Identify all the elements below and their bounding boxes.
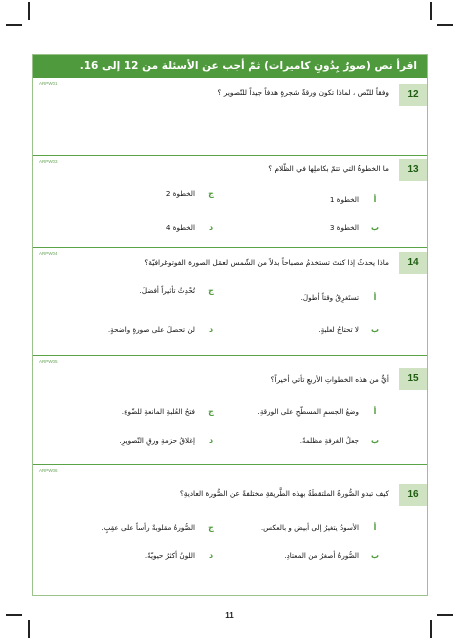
option-a[interactable] xyxy=(330,195,381,204)
option-letter: ج xyxy=(208,407,214,416)
crop-mark-bottom-right-v xyxy=(430,620,432,638)
option-text: الخطوة 4 xyxy=(165,223,195,232)
option-letter: أ xyxy=(373,293,377,302)
option-b[interactable] xyxy=(300,436,381,445)
question-number: 15 xyxy=(399,368,427,390)
option-letter: أ xyxy=(373,523,377,532)
option-a[interactable] xyxy=(261,523,381,532)
crop-mark-top-right-v xyxy=(430,2,432,20)
option-b[interactable] xyxy=(330,223,381,232)
question-number: 13 xyxy=(399,159,427,181)
question-id: ARPW03 xyxy=(39,159,58,164)
option-text: جعلُ الغرفةِ مظلمةً. xyxy=(299,436,359,445)
option-d[interactable] xyxy=(145,551,217,560)
option-c[interactable] xyxy=(166,189,217,198)
option-text: فتحُ العُلبةِ المانعةِ للضّوءِ. xyxy=(121,407,195,416)
option-text: لا تحتاجُ لعلبةٍ. xyxy=(318,325,359,334)
option-d[interactable] xyxy=(119,436,217,445)
option-a[interactable] xyxy=(258,407,381,416)
option-c[interactable] xyxy=(122,407,217,416)
question-block-16 xyxy=(33,464,427,597)
question-text: كيف تبدو الصُّورةُ الملتقطَةُ بهذه الطَّريقةِ مختلفةً عن الصُّورة العاديةِ؟ xyxy=(179,489,389,498)
question-id: ARPW06 xyxy=(39,468,58,473)
option-letter: ج xyxy=(208,286,214,295)
option-text: لن تحصلَ على صورةٍ واضحةٍ. xyxy=(107,325,195,334)
crop-mark-top-right-h xyxy=(437,24,453,26)
option-c[interactable] xyxy=(140,286,217,295)
option-letter: ج xyxy=(208,523,214,532)
question-id: ARPW05 xyxy=(39,359,58,364)
question-block-15 xyxy=(33,355,427,464)
option-letter: ب xyxy=(370,551,380,560)
option-a[interactable] xyxy=(301,293,381,302)
question-text: وفقاً للنّص ، لماذا تكون ورقةٌ شجرةٍ هدفاً جيداً للتّصوير ؟ xyxy=(217,88,389,97)
question-block-14 xyxy=(33,247,427,355)
option-b[interactable] xyxy=(318,325,381,334)
option-letter: د xyxy=(208,436,214,445)
option-text: الخطوة 1 xyxy=(329,195,359,204)
option-text: تستَغرِقُ وقتاً أطولَ. xyxy=(300,293,359,302)
question-text: أيٌّ من هذه الخطواتِ الأربعِ تأتي أخيراً؟ xyxy=(270,375,389,384)
option-text: الصُّورةُ مقلوبةٌ رأساً على عقِبٍ. xyxy=(101,523,195,532)
option-letter: ج xyxy=(208,189,214,198)
crop-mark-bottom-left-v xyxy=(28,620,30,638)
option-letter: ب xyxy=(370,223,380,232)
option-text: الصُّورةُ أصغرُ من المعتادِ. xyxy=(284,551,359,560)
option-text: تُحْدِثُ تأثيراً أفضلَ. xyxy=(139,286,195,295)
question-text: ما الخطوةُ التي تتمّ بكاملِها في الظّلام ؟ xyxy=(268,164,389,173)
option-text: الخطوة 3 xyxy=(329,223,359,232)
question-block-12 xyxy=(33,78,427,155)
option-text: الأسودُ يتغيرُ إلى أبيض و بالعكس. xyxy=(260,523,359,532)
option-c[interactable] xyxy=(101,523,217,532)
option-text: اللونُ أكثرُ حيويّةً. xyxy=(144,551,195,560)
page-number: 11 xyxy=(225,611,234,620)
crop-mark-top-left-v xyxy=(28,2,30,20)
option-b[interactable] xyxy=(284,551,381,560)
option-text: إغلاقُ حزمةِ ورقِ التّصويرِ. xyxy=(119,436,195,445)
instructions-header: اقرأ نص (صورٌ بِدُونِ كاميرات) ثمّ أجب عن الأسئلة من 12 إلى 16. xyxy=(33,55,427,78)
question-text: ماذا يحدثُ إذا كنتَ تستخدمُ مصباحاً بدلاً من الشّمس لعمَل الصورة الفوتوغرافيّة؟ xyxy=(144,258,389,267)
question-number: 16 xyxy=(399,484,427,506)
question-id: ARPW01 xyxy=(39,81,58,86)
option-letter: ب xyxy=(370,325,380,334)
option-letter: أ xyxy=(373,407,377,416)
option-letter: ب xyxy=(370,436,380,445)
option-d[interactable] xyxy=(108,325,217,334)
option-text: الخطوة 2 xyxy=(165,189,195,198)
question-id: ARPW04 xyxy=(39,251,58,256)
option-d[interactable] xyxy=(166,223,217,232)
crop-mark-top-left-h xyxy=(6,24,22,26)
question-sheet xyxy=(32,54,428,596)
option-letter: د xyxy=(208,223,214,232)
option-text: وضعُ الجسمِ المسطّحِ على الورقةِ. xyxy=(257,407,359,416)
option-letter: أ xyxy=(373,195,377,204)
question-number: 14 xyxy=(399,252,427,274)
question-block-13 xyxy=(33,155,427,247)
question-number: 12 xyxy=(399,84,427,106)
option-letter: د xyxy=(208,325,214,334)
option-letter: د xyxy=(208,551,214,560)
